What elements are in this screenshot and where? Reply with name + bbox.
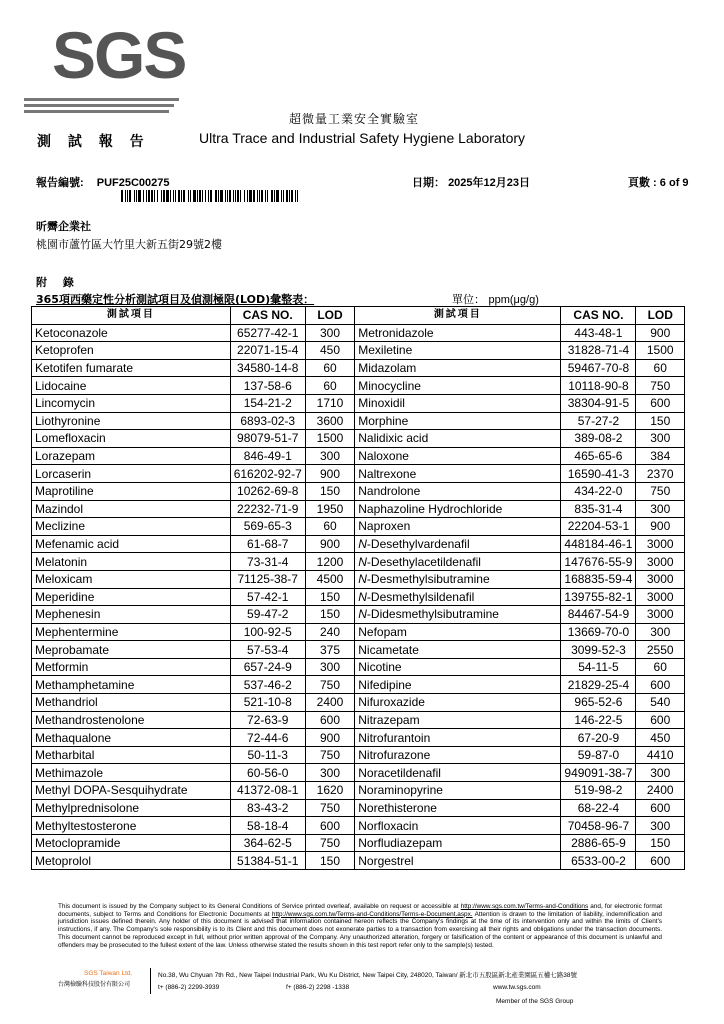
table-row: [32, 711, 685, 729]
test-item-cell: Methamphetamine: [32, 676, 231, 694]
cas-cell: 50-11-3: [230, 746, 305, 764]
cas-cell: 137-58-6: [230, 377, 305, 395]
terms-e-document-link[interactable]: http://www.sgs.com.tw/Terms-and-Conditions/Terms-e-Document.aspx.: [271, 910, 473, 918]
cas-cell: 57-42-1: [230, 588, 305, 606]
cas-cell: 72-63-9: [230, 711, 305, 729]
test-item-cell: Meprobamate: [32, 641, 231, 659]
report-title: 測 試 報 告: [37, 134, 150, 150]
table-row: [32, 377, 685, 395]
lod-cell: 150: [305, 482, 354, 500]
cas-cell: 71125-38-7: [230, 570, 305, 588]
unit-label: [452, 291, 539, 307]
test-item-cell: Metoprolol: [32, 852, 231, 870]
cas-cell: 58-18-4: [230, 817, 305, 835]
unit-value: ppm(μg/g): [488, 294, 539, 306]
lod-cell: 3000: [636, 535, 685, 553]
lod-cell: 2370: [636, 465, 685, 483]
appendix-label: 附 錄: [36, 276, 80, 289]
report-date: [412, 174, 530, 190]
cas-cell: 846-49-1: [230, 447, 305, 465]
cas-cell: 537-46-2: [230, 676, 305, 694]
header-lod-2: LOD: [636, 307, 685, 325]
lod-cell: 150: [305, 606, 354, 624]
lod-cell: 750: [305, 676, 354, 694]
client-address: 桃園市蘆竹區大竹里大新五街29號2樓: [36, 238, 222, 251]
lod-cell: 150: [636, 834, 685, 852]
test-item-cell: Lidocaine: [32, 377, 231, 395]
lod-cell: 600: [636, 852, 685, 870]
test-item-cell: Nicametate: [355, 641, 561, 659]
cas-cell: 13669-70-0: [561, 623, 636, 641]
header-lod-1: LOD: [305, 307, 354, 325]
test-item-cell: Meclizine: [32, 518, 231, 536]
lod-cell: 3000: [636, 606, 685, 624]
cas-cell: 389-08-2: [561, 430, 636, 448]
cas-cell: 41372-08-1: [230, 782, 305, 800]
lod-cell: 900: [636, 324, 685, 342]
sgs-logo: [24, 20, 184, 120]
test-item-cell: Morphine: [355, 412, 561, 430]
test-item-cell: Meperidine: [32, 588, 231, 606]
footer-fax: f+ (886-2) 2298 -1338: [286, 984, 350, 991]
test-item-cell: Metronidazole: [355, 324, 561, 342]
lod-cell: 900: [305, 729, 354, 747]
lod-cell: 375: [305, 641, 354, 659]
report-number: [36, 174, 170, 190]
header-test-item-1: 測試項目: [32, 307, 231, 325]
table-row: [32, 430, 685, 448]
lod-cell: 300: [305, 658, 354, 676]
test-item-cell: Ketoconazole: [32, 324, 231, 342]
test-item-cell: Mexiletine: [355, 342, 561, 360]
cas-cell: 616202-92-7: [230, 465, 305, 483]
cas-cell: 38304-91-5: [561, 394, 636, 412]
test-item-cell: Mephentermine: [32, 623, 231, 641]
test-item-cell: Midazolam: [355, 359, 561, 377]
lod-cell: 600: [305, 817, 354, 835]
cas-cell: 146-22-5: [561, 711, 636, 729]
lod-cell: 150: [636, 412, 685, 430]
lod-cell: 750: [636, 482, 685, 500]
test-item-cell: Naloxone: [355, 447, 561, 465]
table-row: [32, 359, 685, 377]
header-test-item-2: 測試項目: [355, 307, 561, 325]
lod-cell: 600: [636, 799, 685, 817]
cas-cell: 57-27-2: [561, 412, 636, 430]
lod-cell: 1500: [636, 342, 685, 360]
cas-cell: 6893-02-3: [230, 412, 305, 430]
lod-cell: 2550: [636, 641, 685, 659]
test-item-cell: N-Desmethylsildenafil: [355, 588, 561, 606]
test-item-cell: Methandrostenolone: [32, 711, 231, 729]
test-item-cell: Maprotiline: [32, 482, 231, 500]
lod-cell: 900: [305, 465, 354, 483]
test-item-cell: Methaqualone: [32, 729, 231, 747]
cas-cell: 57-53-4: [230, 641, 305, 659]
lod-cell: 900: [636, 518, 685, 536]
test-item-cell: Mazindol: [32, 500, 231, 518]
cas-cell: 521-10-8: [230, 694, 305, 712]
table-row: [32, 447, 685, 465]
report-date-value: 2025年12月23日: [448, 177, 531, 189]
lod-cell: 300: [636, 817, 685, 835]
test-item-cell: N-Desmethylsibutramine: [355, 570, 561, 588]
cas-cell: 2886-65-9: [561, 834, 636, 852]
table-row: [32, 729, 685, 747]
test-item-cell: Norgestrel: [355, 852, 561, 870]
cas-cell: 465-65-6: [561, 447, 636, 465]
test-item-cell: Minoxidil: [355, 394, 561, 412]
page-count-value: 6 of 9: [659, 177, 689, 189]
report-date-label: 日期：: [412, 177, 445, 189]
lod-cell: 150: [305, 852, 354, 870]
lod-cell: 2400: [636, 782, 685, 800]
table-row: [32, 694, 685, 712]
cas-cell: 965-52-6: [561, 694, 636, 712]
cas-cell: 98079-51-7: [230, 430, 305, 448]
cas-cell: 22232-71-9: [230, 500, 305, 518]
cas-cell: 835-31-4: [561, 500, 636, 518]
cas-cell: 65277-42-1: [230, 324, 305, 342]
lod-cell: 300: [636, 430, 685, 448]
header-cas-2: CAS NO.: [561, 307, 636, 325]
table-row: [32, 570, 685, 588]
test-item-cell: Nefopam: [355, 623, 561, 641]
test-item-cell: Methyl DOPA-Sesquihydrate: [32, 782, 231, 800]
lod-cell: 750: [305, 746, 354, 764]
cas-cell: 68-22-4: [561, 799, 636, 817]
footer-disclaimer: [58, 903, 662, 949]
table-row: [32, 782, 685, 800]
table-row: [32, 482, 685, 500]
cas-cell: 60-56-0: [230, 764, 305, 782]
cas-cell: 100-92-5: [230, 623, 305, 641]
lod-cell: 1200: [305, 553, 354, 571]
footer-company-cn: 台灣檢驗科技股份有限公司: [58, 981, 131, 988]
lod-cell: 600: [636, 676, 685, 694]
test-item-cell: Methimazole: [32, 764, 231, 782]
unit-label-text: 單位：: [452, 293, 485, 306]
table-row: [32, 746, 685, 764]
test-item-cell: Metformin: [32, 658, 231, 676]
table-row: [32, 588, 685, 606]
table-row: [32, 676, 685, 694]
test-item-cell: Mefenamic acid: [32, 535, 231, 553]
lod-cell: 3000: [636, 553, 685, 571]
table-title: 365項西藥定性分析測試項目及偵測極限(LOD)彙整表：: [36, 293, 315, 306]
table-row: [32, 465, 685, 483]
cas-cell: 448184-46-1: [561, 535, 636, 553]
footer-member: Member of the SGS Group: [496, 998, 574, 1005]
cas-cell: 6533-00-2: [561, 852, 636, 870]
lod-cell: 1950: [305, 500, 354, 518]
test-item-cell: Lincomycin: [32, 394, 231, 412]
test-item-cell: Noracetildenafil: [355, 764, 561, 782]
lod-cell: 600: [305, 711, 354, 729]
lod-cell: 300: [305, 764, 354, 782]
test-item-cell: Nifedipine: [355, 676, 561, 694]
test-item-cell: Nitrofurazone: [355, 746, 561, 764]
lod-cell: 1620: [305, 782, 354, 800]
test-item-cell: Naproxen: [355, 518, 561, 536]
lod-cell: 300: [305, 447, 354, 465]
disclaimer-part-2: and, for electronic format documents, subject to Terms and Conditions for Electronic Documents at: [58, 903, 662, 918]
table-row: [32, 658, 685, 676]
test-item-cell: Nalidixic acid: [355, 430, 561, 448]
table-row: [32, 852, 685, 870]
logo-text: SGS: [52, 18, 186, 92]
test-item-cell: Nandrolone: [355, 482, 561, 500]
report-number-label: 報告編號:: [36, 177, 84, 189]
test-item-cell: Melatonin: [32, 553, 231, 571]
cas-cell: 434-22-0: [561, 482, 636, 500]
lod-cell: 750: [636, 377, 685, 395]
lod-cell: 150: [305, 588, 354, 606]
test-item-cell: Naltrexone: [355, 465, 561, 483]
lod-cell: 60: [636, 658, 685, 676]
test-item-cell: Norfloxacin: [355, 817, 561, 835]
lod-cell: 4410: [636, 746, 685, 764]
cas-cell: 519-98-2: [561, 782, 636, 800]
cas-cell: 31828-71-4: [561, 342, 636, 360]
test-item-cell: Minocycline: [355, 377, 561, 395]
cas-cell: 3099-52-3: [561, 641, 636, 659]
table-row: [32, 817, 685, 835]
lod-cell: 300: [636, 500, 685, 518]
table-row: [32, 535, 685, 553]
lod-cell: 300: [305, 324, 354, 342]
test-item-cell: N-Didesmethylsibutramine: [355, 606, 561, 624]
footer-separator: [150, 968, 151, 994]
table-row: [32, 342, 685, 360]
test-item-cell: Norethisterone: [355, 799, 561, 817]
cas-cell: 70458-96-7: [561, 817, 636, 835]
test-item-cell: Ketotifen fumarate: [32, 359, 231, 377]
client-company: 昕霽企業社: [36, 220, 91, 233]
test-item-cell: Noraminopyrine: [355, 782, 561, 800]
lod-cell: 300: [636, 764, 685, 782]
lod-cell: 384: [636, 447, 685, 465]
table-row: [32, 641, 685, 659]
test-item-cell: Naphazoline Hydrochloride: [355, 500, 561, 518]
header-cas-1: CAS NO.: [230, 307, 305, 325]
cas-cell: 657-24-9: [230, 658, 305, 676]
lod-table: [31, 306, 685, 870]
table-body: [32, 324, 685, 869]
table-row: [32, 764, 685, 782]
test-item-cell: Lomefloxacin: [32, 430, 231, 448]
report-number-value: PUF25C00275: [96, 177, 170, 189]
cas-cell: 949091-38-7: [561, 764, 636, 782]
test-item-cell: Nicotine: [355, 658, 561, 676]
lod-cell: 750: [305, 834, 354, 852]
table-row: [32, 606, 685, 624]
disclaimer-part-3: Attention is drawn to the limitation of liability, indemnification and jurisdiction issues defined therein. Any holder of this document is advised that information contained hereon reflects the Company's findings at the time of its intervention only and within the limits of Client's instructions, if any. The Company's sole responsibility is to its Client and this document does not exonerate parties to a transaction from exercising all their rights and obligations under the transaction documents. This document cannot be reproduced except in full, without prior written approval of the Company. Any unauthorized alteration, forgery or falsification of the content or appearance of this document is unlawful and offenders may be prosecuted to the fullest extent of the law. Unless otherwise stated the results shown in this test report refer only to the sample(s) tested.: [58, 910, 662, 949]
test-item-cell: Nitrazepam: [355, 711, 561, 729]
test-item-cell: Metoclopramide: [32, 834, 231, 852]
test-item-cell: Meloxicam: [32, 570, 231, 588]
lod-cell: 60: [305, 377, 354, 395]
cas-cell: 569-65-3: [230, 518, 305, 536]
cas-cell: 168835-59-4: [561, 570, 636, 588]
lod-cell: 3600: [305, 412, 354, 430]
cas-cell: 364-62-5: [230, 834, 305, 852]
cas-cell: 21829-25-4: [561, 676, 636, 694]
lod-cell: 540: [636, 694, 685, 712]
test-item-cell: Methandriol: [32, 694, 231, 712]
lod-cell: 240: [305, 623, 354, 641]
logo-stripes: [24, 98, 179, 116]
cas-cell: 54-11-5: [561, 658, 636, 676]
cas-cell: 10118-90-8: [561, 377, 636, 395]
disclaimer-part-1: This document is issued by the Company subject to its General Conditions of Service printed overleaf, available on request or accessible at: [58, 903, 461, 910]
lod-cell: 1500: [305, 430, 354, 448]
lod-cell: 3000: [636, 570, 685, 588]
test-item-cell: Mephenesin: [32, 606, 231, 624]
cas-cell: 83-43-2: [230, 799, 305, 817]
cas-cell: 139755-82-1: [561, 588, 636, 606]
table-row: [32, 623, 685, 641]
cas-cell: 59-87-0: [561, 746, 636, 764]
lod-cell: 450: [305, 342, 354, 360]
cas-cell: 34580-14-8: [230, 359, 305, 377]
lod-cell: 60: [305, 518, 354, 536]
table-row: [32, 500, 685, 518]
test-item-cell: Metharbital: [32, 746, 231, 764]
page-count: [628, 174, 689, 190]
test-item-cell: Nitrofurantoin: [355, 729, 561, 747]
cas-cell: 10262-69-8: [230, 482, 305, 500]
table-row: [32, 394, 685, 412]
lod-cell: 1710: [305, 394, 354, 412]
cas-cell: 59-47-2: [230, 606, 305, 624]
lod-cell: 450: [636, 729, 685, 747]
cas-cell: 16590-41-3: [561, 465, 636, 483]
cas-cell: 22204-53-1: [561, 518, 636, 536]
cas-cell: 443-48-1: [561, 324, 636, 342]
test-item-cell: N-Desethylvardenafil: [355, 535, 561, 553]
lod-cell: 600: [636, 394, 685, 412]
lod-cell: 3000: [636, 588, 685, 606]
cas-cell: 51384-51-1: [230, 852, 305, 870]
footer-address: No.38, Wu Chyuan 7th Rd., New Taipei Industrial Park, Wu Ku District, New Taipei City, 248020, Taiwan/ 新北市五股區新北產業園區五權七路38號: [158, 972, 578, 979]
lod-cell: 4500: [305, 570, 354, 588]
test-item-cell: Lorazepam: [32, 447, 231, 465]
table-row: [32, 412, 685, 430]
cas-cell: 154-21-2: [230, 394, 305, 412]
table-header-row: [32, 307, 685, 325]
test-item-cell: Nifuroxazide: [355, 694, 561, 712]
cas-cell: 61-68-7: [230, 535, 305, 553]
terms-link[interactable]: http://www.sgs.com.tw/Terms-and-Conditions: [460, 903, 589, 910]
table-row: [32, 553, 685, 571]
footer-tel: t+ (886-2) 2299-3939: [158, 984, 220, 991]
cas-cell: 67-20-9: [561, 729, 636, 747]
lod-cell: 900: [305, 535, 354, 553]
cas-cell: 84467-54-9: [561, 606, 636, 624]
lod-cell: 600: [636, 711, 685, 729]
lod-cell: 60: [636, 359, 685, 377]
table-row: [32, 799, 685, 817]
table-row: [32, 834, 685, 852]
page-count-label: 頁數 :: [628, 177, 657, 189]
lod-cell: 2400: [305, 694, 354, 712]
cas-cell: 72-44-6: [230, 729, 305, 747]
test-item-cell: Ketoprofen: [32, 342, 231, 360]
cas-cell: 59467-70-8: [561, 359, 636, 377]
footer-website: www.tw.sgs.com: [493, 984, 541, 991]
cas-cell: 73-31-4: [230, 553, 305, 571]
test-item-cell: Norfludiazepam: [355, 834, 561, 852]
lod-cell: 300: [636, 623, 685, 641]
cas-cell: 22071-15-4: [230, 342, 305, 360]
test-item-cell: Liothyronine: [32, 412, 231, 430]
lab-name-cn: 超微量工業安全實驗室: [289, 112, 420, 126]
footer-company-en: SGS Taiwan Ltd.: [84, 970, 133, 977]
test-item-cell: Methylprednisolone: [32, 799, 231, 817]
table-row: [32, 518, 685, 536]
lod-cell: 60: [305, 359, 354, 377]
test-item-cell: Lorcaserin: [32, 465, 231, 483]
lod-cell: 750: [305, 799, 354, 817]
test-item-cell: N-Desethylacetildenafil: [355, 553, 561, 571]
barcode: [121, 190, 305, 202]
lab-name-en: Ultra Trace and Industrial Safety Hygiene Laboratory: [199, 130, 526, 146]
cas-cell: 147676-55-9: [561, 553, 636, 571]
table-row: [32, 324, 685, 342]
test-item-cell: Methyltestosterone: [32, 817, 231, 835]
